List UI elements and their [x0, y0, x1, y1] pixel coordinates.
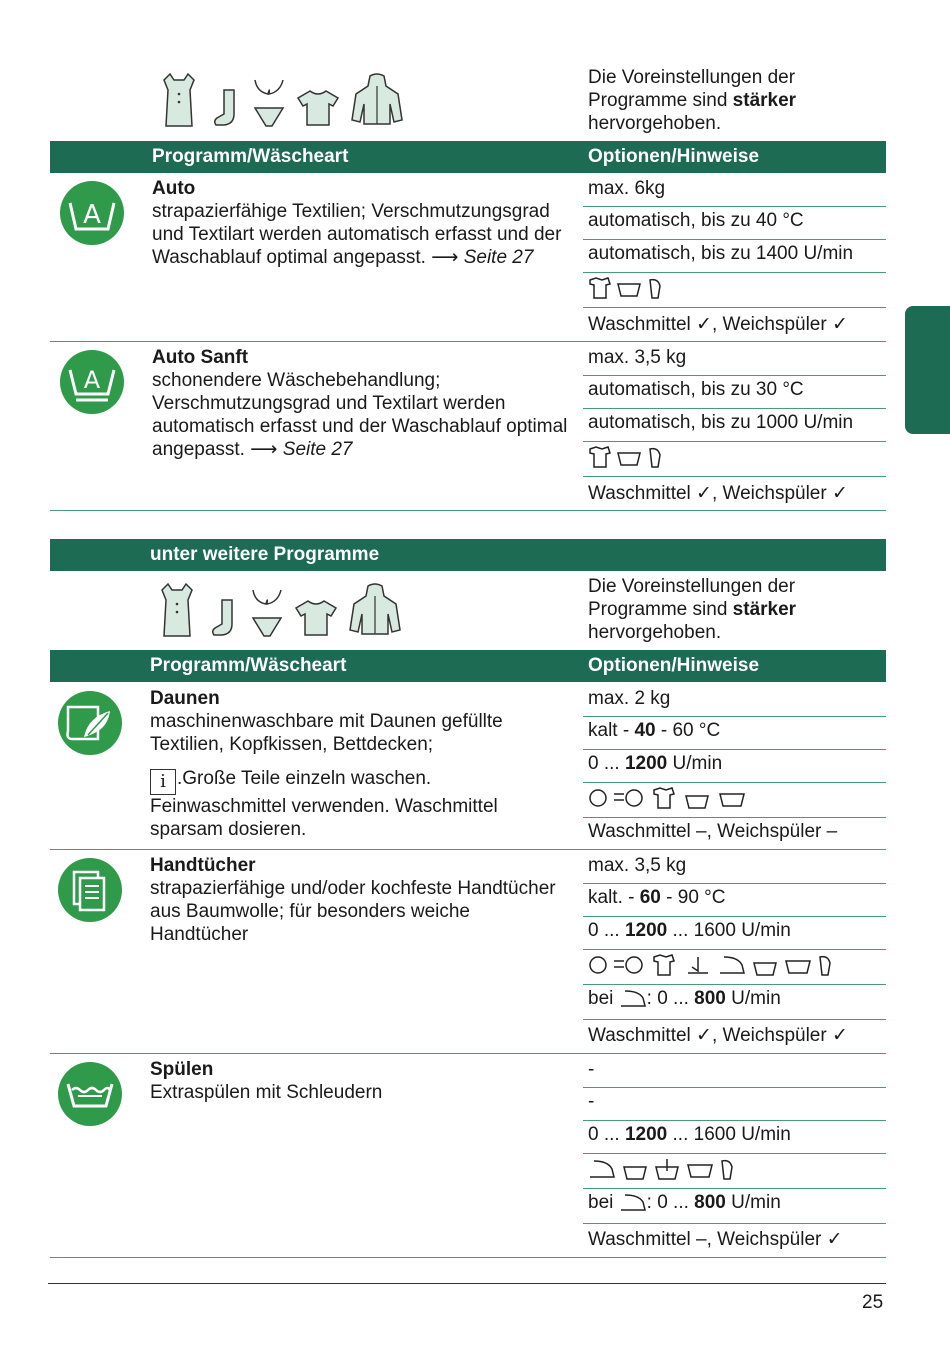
sock-icon: [212, 88, 242, 128]
lingerie-icon: [252, 78, 286, 128]
jacket-icon: [350, 72, 404, 128]
dress-icon: [156, 72, 202, 128]
svg-text:A: A: [83, 200, 101, 230]
iron-icon: [619, 988, 647, 1010]
auto-option-symbols: [588, 276, 886, 300]
auto-sanft-program-icon: [60, 350, 124, 414]
program-daunen: Daunen maschinenwaschbare mit Daunen gefüllte Textilien, Kopfkissen, Bettdecken; i .Große Teile einzeln waschen. Feinwaschmittel verwenden. Waschmittel sparsam dosieren.: [150, 688, 503, 840]
auto-sanft-option-symbols: [588, 445, 886, 469]
iron-icon: [619, 1192, 647, 1214]
further-programs-banner: unter weitere Programme: [50, 539, 886, 571]
tshirt-icon: [294, 598, 338, 638]
lingerie-icon: [250, 588, 284, 638]
header-program: Programm/Wäscheart: [152, 146, 349, 167]
page-number: 25: [862, 1292, 884, 1313]
spuelen-option-symbols: [588, 1157, 886, 1181]
table-header: [50, 141, 886, 173]
jacket-icon: [348, 582, 402, 638]
daunen-program-icon: [58, 691, 122, 755]
sock-icon: [210, 598, 240, 638]
preset-note: Die Voreinstellungen der Programme sind stärker hervorgehoben.: [588, 67, 797, 134]
tshirt-icon: [296, 88, 340, 128]
footer-rule: [48, 1283, 886, 1284]
spuelen-program-icon: [58, 1062, 122, 1126]
handtuecher-option-symbols: [588, 953, 886, 977]
garment-icons-2: [154, 582, 402, 638]
table-header-2: Programm/Wäscheart Optionen/Hinweise: [50, 650, 886, 682]
dress-icon: [154, 582, 200, 638]
header-options: Optionen/Hinweise: [588, 146, 760, 167]
auto-program-icon: [60, 181, 124, 245]
info-icon: i: [150, 769, 176, 795]
handtuecher-program-icon: [58, 858, 122, 922]
program-spuelen: Spülen Extraspülen mit Schleudern: [150, 1059, 383, 1103]
program-auto-sanft: Auto Sanft schonendere Wäschebehandlung; Verschmutzungsgrad und Textilart werden automatisch erfasst und der Waschablauf optimal angepasst. ⟶ Seite 27: [152, 347, 568, 460]
program-auto: Auto strapazierfähige Textilien; Verschmutzungsgrad und Textilart werden automatisch erfasst und der Waschablauf optimal angepasst. ⟶ Seite 27: [152, 178, 562, 268]
svg-text:A: A: [83, 366, 101, 394]
preset-note-2: Die Voreinstellungen der Programme sind stärker hervorgehoben.: [588, 576, 797, 643]
daunen-option-symbols: [588, 786, 886, 810]
program-handtuecher: Handtücher strapazierfähige und/oder kochfeste Handtücher aus Baumwolle; für besonders weiche Handtücher: [150, 855, 556, 945]
garment-icons: [156, 72, 404, 128]
chapter-tab: [905, 306, 950, 434]
